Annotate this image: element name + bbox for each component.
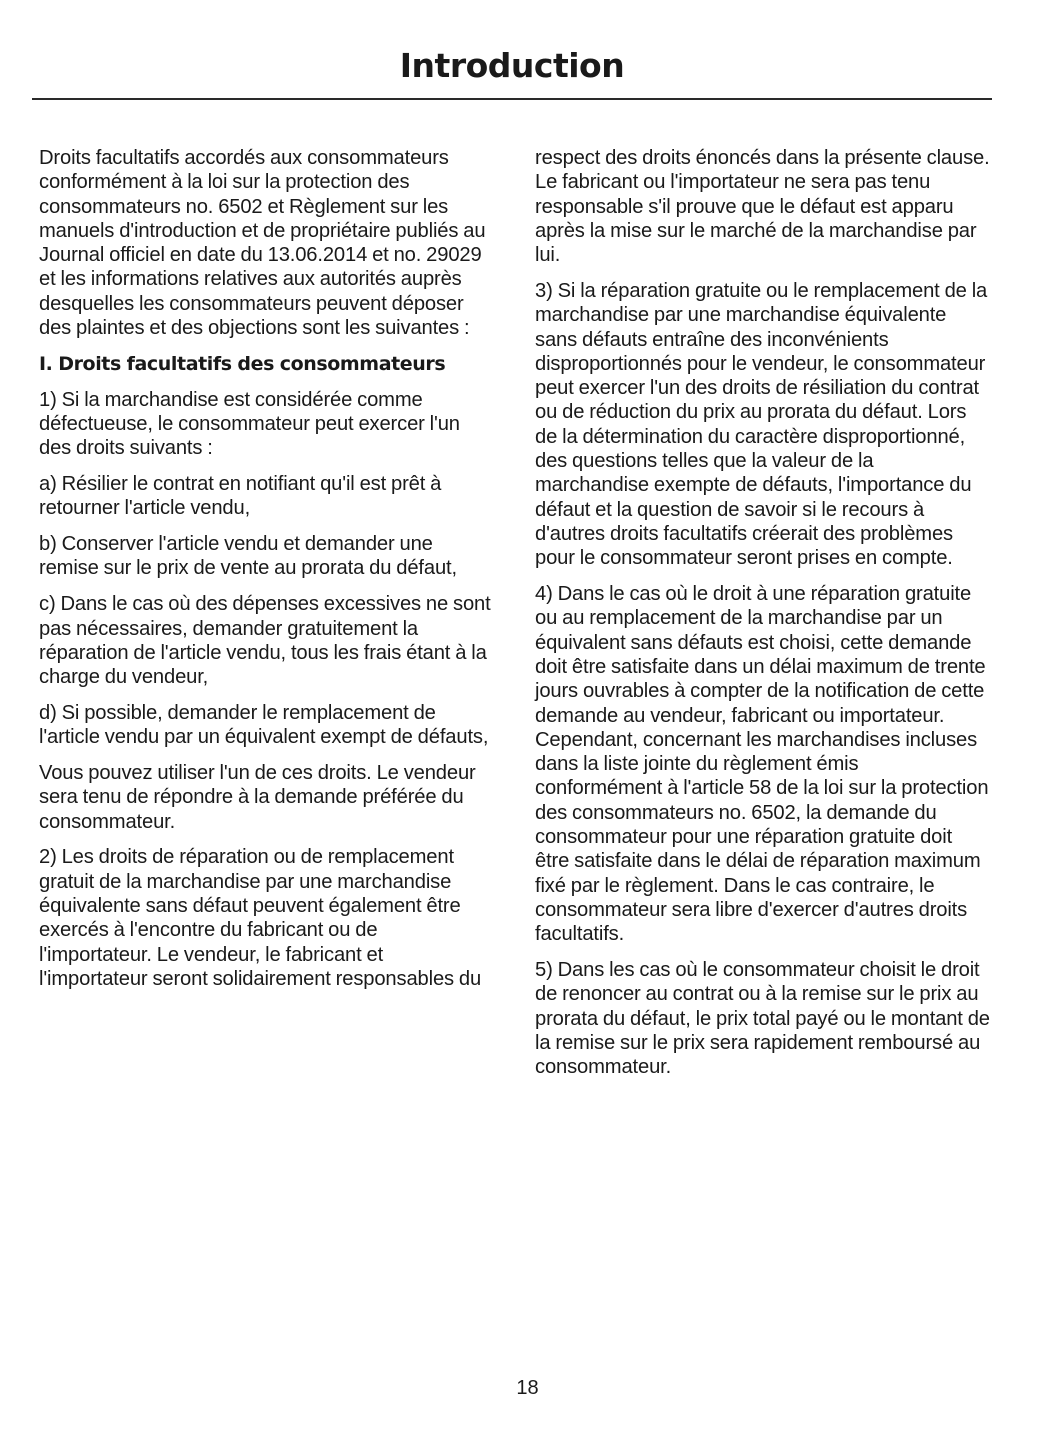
page-title: Introduction xyxy=(399,46,625,85)
paragraph-option-b: b) Conserver l'article vendu et demander une remise sur le prix de vente au prorata du défaut, xyxy=(39,533,457,580)
paragraph-right-5: 5) Dans les cas où le consommateur choisit le droit de renoncer au contrat ou à la remise sur le prix au prorata du défaut, le prix total payé ou le montant de la remise sur le prix sera rapidement remboursé au consommateur. xyxy=(535,959,990,1079)
intro-paragraph: Droits facultatifs accordés aux consommateurs conformément à la loi sur la protection des consommateurs no. 6502 et Règlement sur les manuels d'introduction et de propriétaire publiés au Journal officiel en date du 13.06.2014 et no. 29029 et les informations relatives aux autorités auprès desquelles les consommateurs peuvent déposer des plaintes et des objections sont les suivantes : xyxy=(39,147,486,340)
right-column xyxy=(535,146,990,1091)
section-heading: I. Droits facultatifs des consommateurs xyxy=(39,352,446,375)
paragraph-right-2-continued: respect des droits énoncés dans la présente clause. Le fabricant ou l'importateur ne sera pas tenu responsable s'il prouve que le défaut est apparu après la mise sur le marché de la marchandise par lui. xyxy=(535,147,990,267)
paragraph-option-a: a) Résilier le contrat en notifiant qu'il est prêt à retourner l'article vendu, xyxy=(39,473,442,520)
paragraph-choice-note: Vous pouvez utiliser l'un de ces droits. Le vendeur sera tenu de répondre à la demande préférée du consommateur. xyxy=(39,762,476,833)
paragraph-option-d: d) Si possible, demander le remplacement de l'article vendu par un équivalent exempt de défauts, xyxy=(39,701,489,749)
left-column xyxy=(39,146,494,1003)
paragraph-right-1: 1) Si la marchandise est considérée comme défectueuse, le consommateur peut exercer l'un des droits suivants : xyxy=(39,388,460,460)
paragraph-right-3: 3) Si la réparation gratuite ou le remplacement de la marchandise par une marchandise équivalente sans défauts entraîne des inconvénients disproportionnés pour le vendeur, le consommateur peut exercer l'un des droits de résiliation du contrat ou de réduction du prix au prorata du défaut. Lors de la détermination du caractère disproportionné, des questions telles que la valeur de la marchandise exempte de défauts, l'importance du défaut et la question de savoir si le recours à d'autres droits facultatifs créerait des problèmes pour le consommateur seront prises en compte. xyxy=(535,279,988,570)
paragraph-right-2: 2) Les droits de réparation ou de remplacement gratuit de la marchandise par une marchandise équivalente sans défaut peuvent également être exercés à l'encontre du fabricant ou de l'importateur. Le vendeur, le fabricant et l'importateur seront solidairement responsables du xyxy=(39,846,482,990)
paragraph-right-4: 4) Dans le cas où le droit à une réparation gratuite ou au remplacement de la marchandise par un équivalent sans défauts est choisi, cette demande doit être satisfaite dans un délai maximum de trente jours ouvrables à compter de la notification de cette demande au vendeur, fabricant ou importateur. Cependant, concernant les marchandises incluses dans la liste jointe du règlement émis conformément à l'article 58 de la loi sur la protection des consommateurs no. 6502, la demande du consommateur pour une réparation gratuite doit être satisfaite dans le délai de réparation maximum fixé par le règlement. Dans le cas contraire, le consommateur sera libre d'exercer d'autres droits facultatifs. xyxy=(535,583,989,946)
paragraph-option-c: c) Dans le cas où des dépenses excessives ne sont pas nécessaires, demander gratuitement la réparation de l'article vendu, tous les frais étant à la charge du vendeur, xyxy=(39,593,491,689)
page-number: 18 xyxy=(516,1377,539,1399)
page-header xyxy=(32,44,992,88)
header-divider xyxy=(32,98,992,100)
